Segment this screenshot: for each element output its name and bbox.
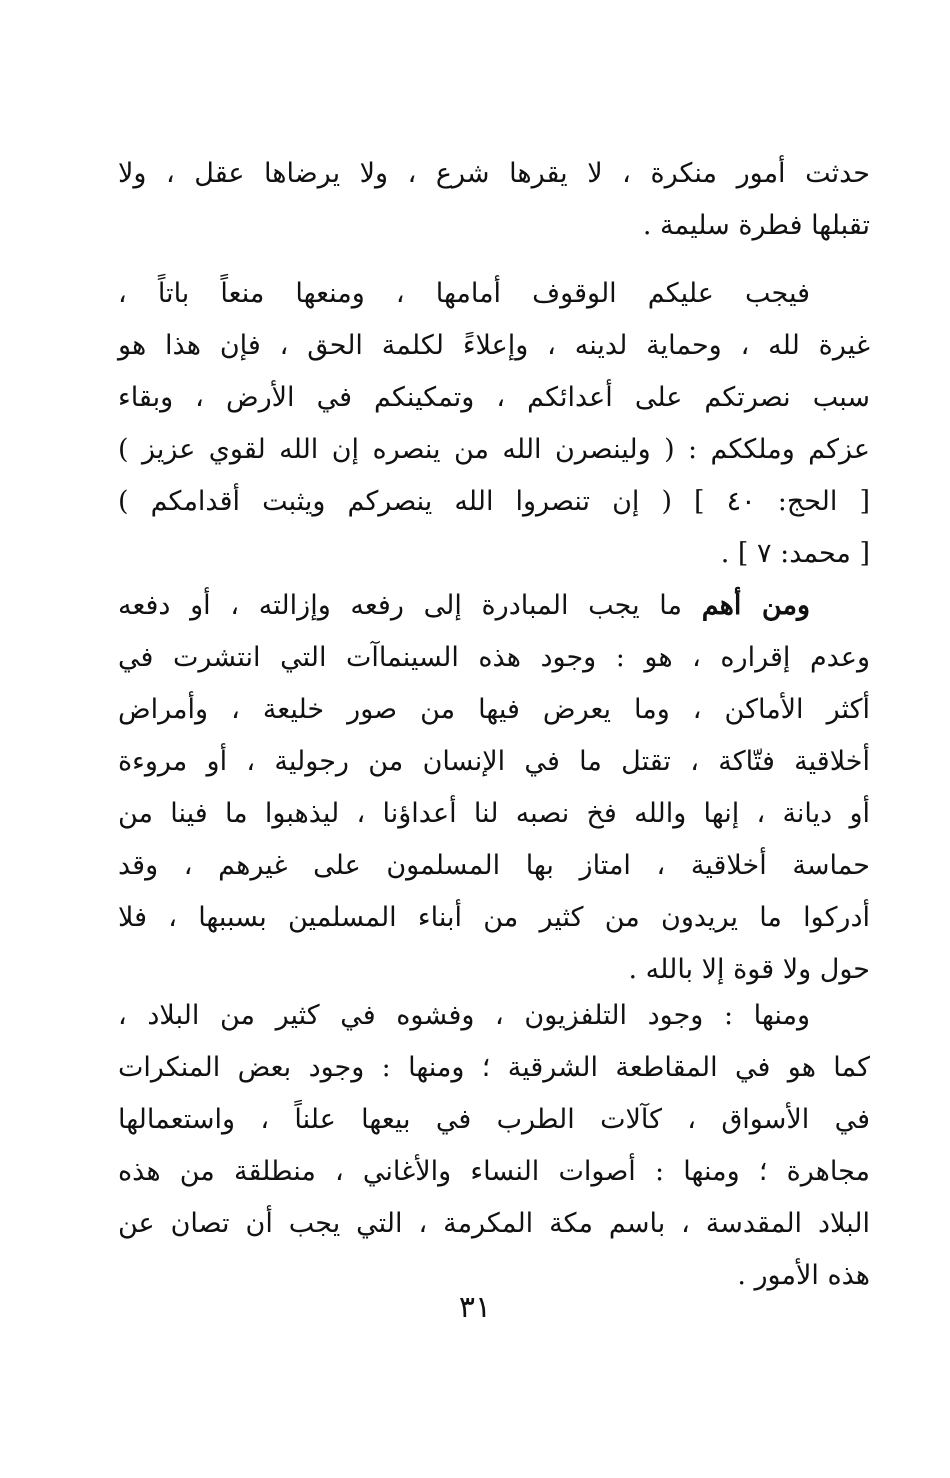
paragraph-4 [118,990,870,1302]
paragraph-line-rest: ما يجب المبادرة إلى رفعه وإزالته ، أو دفعه [118,590,702,621]
paragraph-line: وعدم إقراره ، هو : وجود هذه السينماآت التي انتشرت في [118,642,870,673]
paragraph-line: حدثت أمور منكرة ، لا يقرها شرع ، ولا يرضاها عقل ، ولا [118,158,870,189]
paragraph-line: حماسة أخلاقية ، امتاز بها المسلمون على غيرهم ، وقد [118,850,870,881]
paragraph-line: أدركوا ما يريدون من كثير من أبناء المسلمين بسببها ، فلا [118,902,870,933]
paragraph-line [118,580,870,632]
paragraph-line: مجاهرة ؛ ومنها : أصوات النساء والأغاني ، منطلقة من هذه [118,1156,870,1187]
paragraph-line: فيجب عليكم الوقوف أمامها ، ومنعها منعاً باتاً ، [118,278,810,309]
page-number: ٣١ [458,1290,492,1325]
paragraph-line: تقبلها فطرة سليمة . [642,210,870,241]
paragraph-line: [ محمد: ٧ ] . [720,538,870,569]
paragraph-line: هذه الأمور . [737,1260,870,1291]
paragraph-line: سبب نصرتكم على أعدائكم ، وتمكينكم في الأرض ، وبقاء [118,382,870,413]
paragraph-line: عزكم وملككم : ( ولينصرن الله من ينصره إن الله لقوي عزيز ) [118,434,870,465]
paragraph-line: كما هو في المقاطعة الشرقية ؛ ومنها : وجود بعض المنكرات [118,1052,870,1083]
paragraph-line: البلاد المقدسة ، باسم مكة المكرمة ، التي يجب أن تصان عن [118,1208,870,1239]
paragraph-line: أخلاقية فتّاكة ، تقتل ما في الإنسان من رجولية ، أو مروءة [118,746,870,777]
paragraph-1 [118,148,870,252]
paragraph-line: أكثر الأماكن ، وما يعرض فيها من صور خليعة ، وأمراض [118,694,870,725]
paragraph-line: أو ديانة ، إنها والله فخ نصبه لنا أعداؤنا ، ليذهبوا ما فينا من [118,798,870,829]
paragraph-line: غيرة لله ، وحماية لدينه ، وإعلاءً لكلمة الحق ، فإن هذا هو [118,330,870,361]
paragraph-line: [ الحج: ٤٠ ] ( إن تنصروا الله ينصركم ويثبت أقدامكم ) [118,486,870,517]
paragraph-line: ومنها : وجود التلفزيون ، وفشوه في كثير من البلاد ، [118,1000,811,1031]
paragraph-3 [118,580,870,996]
paragraph-line: حول ولا قوة إلا بالله . [628,954,870,985]
paragraph-lead-bold: ومن أهم [701,590,810,621]
paragraph-line: في الأسواق ، كآلات الطرب في بيعها علناً ، واستعمالها [118,1104,870,1135]
paragraph-2 [118,268,870,580]
